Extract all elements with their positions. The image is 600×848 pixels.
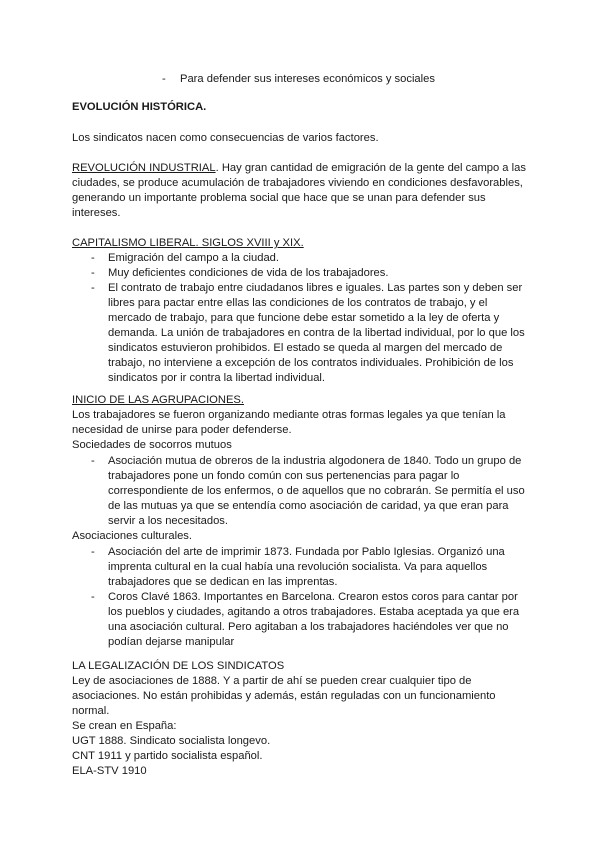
intro-paragraph: Los sindicatos nacen como consecuencias de varios factores.: [72, 132, 379, 144]
capitalismo-item-line: demanda. La unión de trabajadores en contra de la libertad individual, por lo que los: [108, 327, 525, 339]
socorros-item: Asociación mutua de obreros de la industria algodonera de 1840. Todo un grupo de: [108, 455, 522, 467]
legalizacion-line: Se crean en España:: [72, 720, 177, 732]
capitalismo-item-line: trabajo, no interviene a excepción de los contratos individuales. Prohibición de los: [108, 357, 514, 369]
socorros-item-line: correspondiente de los enfermos, o de aquellos que no cobrarán. Se permitía el uso: [108, 485, 525, 497]
intro-list-item: Para defender sus intereses económicos y sociales: [180, 73, 435, 85]
culturales-item-line: imprenta cultural en la cual había una revolución socialista. Va para aquellos: [108, 561, 488, 573]
revolucion-line: ciudades, se produce acumulación de trabajadores viviendo en condiciones desfavorables,: [72, 177, 523, 189]
legalizacion-line: UGT 1888. Sindicato socialista longevo.: [72, 735, 271, 747]
agrupaciones-heading: INICIO DE LAS AGRUPACIONES.: [72, 394, 244, 406]
bullet-dash: -: [91, 267, 95, 279]
socorros-label: Sociedades de socorros mutuos: [72, 439, 232, 451]
legalizacion-line: asociaciones. No están prohibidas y además, están reguladas con un funcionamiento: [72, 690, 496, 702]
agrupaciones-intro-line: necesidad de unirse para poder defenderse.: [72, 424, 292, 436]
capitalismo-item-line: mercado de trabajo, para que funcione debe estar sometido a la ley de oferta y: [108, 312, 500, 324]
culturales-item-line: podían dejarse manipular: [108, 636, 235, 648]
revolucion-line-1: REVOLUCIÓN INDUSTRIAL. Hay gran cantidad de emigración de la gente del campo a las: [72, 162, 526, 174]
capitalismo-item-line: sindicatos estuvieron prohibidos. El estado se queda al margen del mercado de: [108, 342, 503, 354]
legalizacion-line: ELA-STV 1910: [72, 765, 147, 777]
capitalismo-item: El contrato de trabajo entre ciudadanos libres e iguales. Las partes son y deben ser: [108, 282, 523, 294]
bullet-dash: -: [91, 546, 95, 558]
section-title: EVOLUCIÓN HISTÓRICA.: [72, 101, 207, 113]
revolucion-line: generando un importante problema social que hace que se unan para defender sus: [72, 192, 486, 204]
bullet-dash: -: [91, 455, 95, 467]
capitalismo-item-line: libres para pactar entre ellas las condiciones de los contratos de trabajo, y el: [108, 297, 488, 309]
capitalismo-item: Emigración del campo a la ciudad.: [108, 252, 280, 264]
culturales-item: Asociación del arte de imprimir 1873. Fundada por Pablo Iglesias. Organizó una: [108, 546, 505, 558]
bullet-dash: -: [91, 282, 95, 294]
culturales-item-line: trabajadores que se dedican en las imprentas.: [108, 576, 338, 588]
culturales-item: Coros Clavé 1863. Importantes en Barcelona. Crearon estos coros para cantar por: [108, 591, 518, 603]
capitalismo-item-line: sindicatos por ir contra la libertad individual.: [108, 372, 326, 384]
legalizacion-heading: LA LEGALIZACIÓN DE LOS SINDICATOS: [72, 660, 285, 672]
revolucion-line: intereses.: [72, 207, 121, 219]
culturales-item-line: una asociación cultural. Pero agitaban a los trabajadores haciéndoles ver que no: [108, 621, 509, 633]
revolucion-heading: REVOLUCIÓN INDUSTRIAL: [72, 162, 216, 174]
legalizacion-line: normal.: [72, 705, 110, 717]
legalizacion-line: CNT 1911 y partido socialista español.: [72, 750, 263, 762]
bullet-dash: -: [162, 73, 166, 85]
bullet-dash: -: [91, 591, 95, 603]
socorros-item-line: servir a los necesitados.: [108, 515, 229, 527]
socorros-item-line: de las mutuas ya que se entendía como asociación de caridad, ya que eran para: [108, 500, 509, 512]
capitalismo-item: Muy deficientes condiciones de vida de los trabajadores.: [108, 267, 389, 279]
bullet-dash: -: [91, 252, 95, 264]
socorros-item-line: trabajadores pone un fondo común con sus pertenencias para pagar lo: [108, 470, 460, 482]
culturales-label: Asociaciones culturales.: [72, 530, 193, 542]
culturales-item-line: los pueblos y ciudades, agitando a otros trabajadores. Estaba aceptada ya que era: [108, 606, 520, 618]
legalizacion-line: Ley de asociaciones de 1888. Y a partir de ahí se pueden crear cualquier tipo de: [72, 675, 472, 687]
capitalismo-heading: CAPITALISMO LIBERAL. SIGLOS XVIII y XIX.: [72, 237, 304, 249]
agrupaciones-intro-line: Los trabajadores se fueron organizando mediante otras formas legales ya que tenían la: [72, 409, 506, 421]
